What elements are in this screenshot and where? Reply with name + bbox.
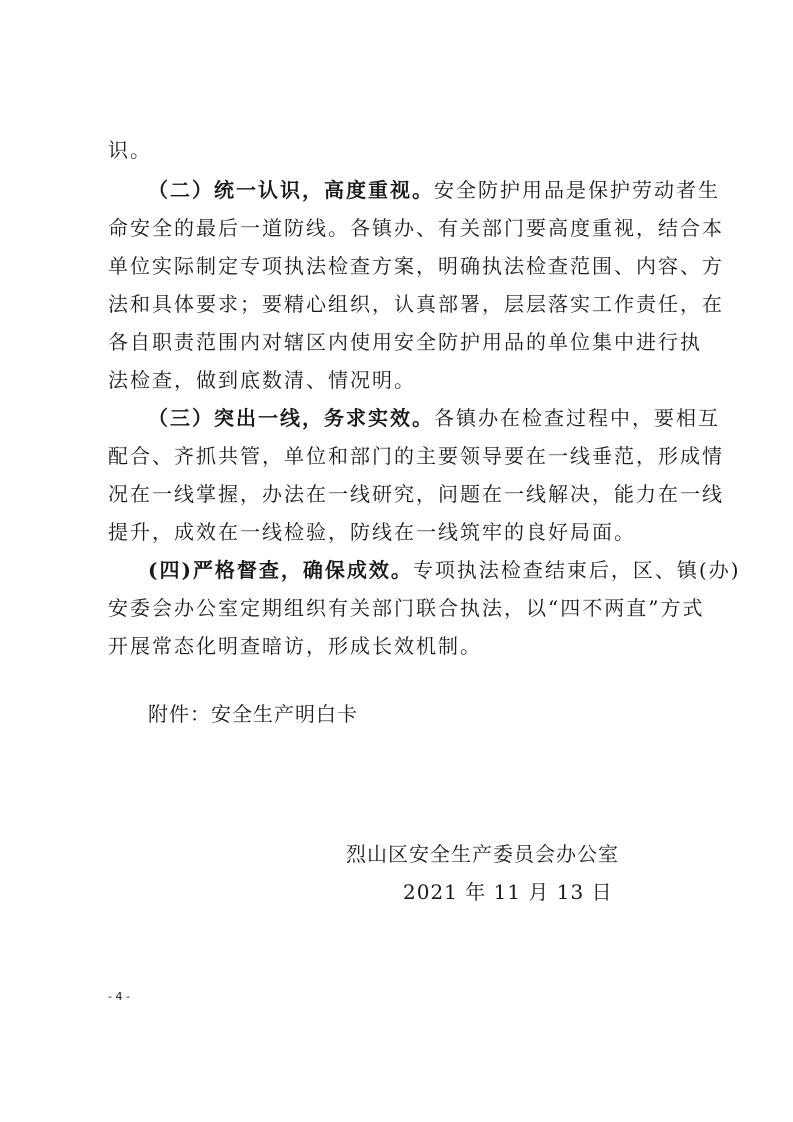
section-2-line: 法和具体要求；要精心组织，认真部署，层层落实工作责任，在 [108,292,724,316]
section-2-heading: （二）统一认识，高度重视。 [148,178,434,202]
section-4-line: 开展常态化明查暗访，形成长效机制。 [108,634,482,658]
section-2-line: 单位实际制定专项执法检查方案，明确执法检查范围、内容、方 [108,254,724,278]
section-2-text: 安全防护用品是保护劳动者生 [434,178,720,202]
section-2-first-line [148,178,720,202]
continuation-line [108,138,708,162]
signature-date: 2021 年 11 月 13 日 [403,880,613,904]
section-2-line: 法检查，做到底数清、情况明。 [108,368,416,392]
section-4-heading: (四)严格督查，确保成效。 [148,558,413,582]
section-3-heading: （三）突出一线，务求实效。 [148,406,434,430]
section-2-line: 命安全的最后一道防线。各镇办、有关部门要高度重视，结合本 [108,216,724,240]
attachment-line: 附件：安全生产明白卡 [148,702,358,726]
section-3-line: 提升，成效在一线检验，防线在一线筑牢的良好局面。 [108,520,636,544]
page-number: - 4 - [108,990,130,1003]
section-3-line: 配合、齐抓共管，单位和部门的主要领导要在一线垂范，形成情 [108,444,724,468]
section-4-first-line [148,558,741,582]
signature-organization: 烈山区安全生产委员会办公室 [346,842,619,866]
continuation-text: 识。 [108,138,152,162]
section-3-line: 况在一线掌握，办法在一线研究，问题在一线解决，能力在一线 [108,482,724,506]
section-3-first-line [148,406,720,430]
section-4-text: 专项执法检查结束后，区、镇(办) [412,558,741,582]
section-4-line: 安委会办公室定期组织有关部门联合执法，以“四不两直”方式 [108,596,705,620]
section-2-line: 各自职责范围内对辖区内使用安全防护用品的单位集中进行执 [108,330,702,354]
section-3-text: 各镇办在检查过程中，要相互 [434,406,720,430]
